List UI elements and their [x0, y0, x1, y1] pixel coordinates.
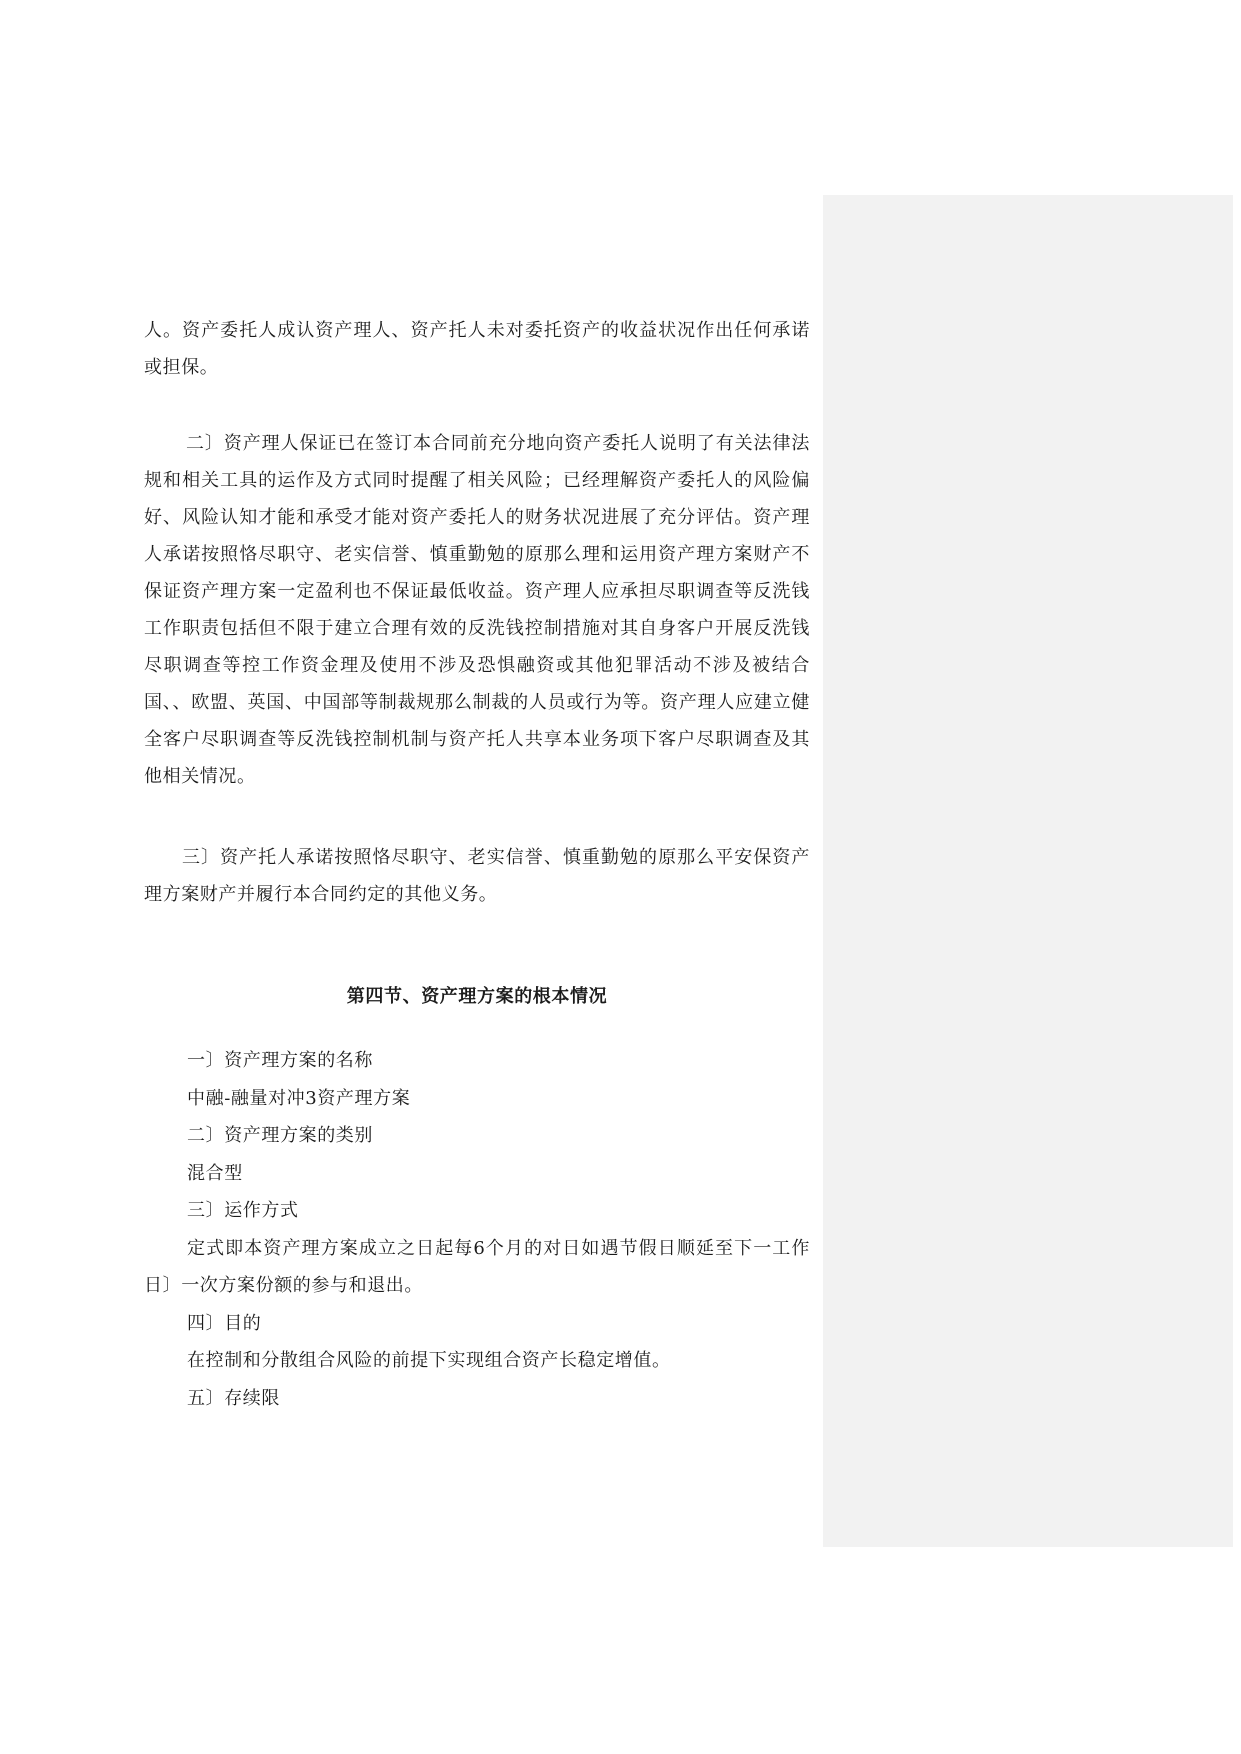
list-item-operation-value: 定式即本资产理方案成立之日起每6个月的对日如遇节假日顺延至下一工作日〕一次方案份额的参与和退出。: [144, 1237, 810, 1296]
list-item-plan-type-value: 混合型: [187, 1162, 243, 1184]
list-item-objective-value: 在控制和分散组合风险的前提下实现组合资产长稳定增值。: [187, 1350, 671, 1371]
list-item-plan-type-label: 二〕资产理方案的类别: [187, 1125, 373, 1146]
paragraph-manager-guarantee: 二〕资产理人保证已在签订本合同前充分地向资产委托人说明了有关法律法规和相关工具的运作及方式同时提醒了相关风险；已经理解资产委托人的风险偏好、风险认知才能和承受才能对资产委托人的财务状况进展了充分评估。资产理人承诺按照恪尽职守、老实信誉、慎重勤勉的原那么理和运用资产理方案财产不保证资产理方案一定盈利也不保证最低收益。资产理人应承担尽职调查等反洗钱工作职责包括但不限于建立合理有效的反洗钱控制措施对其自身客户开展反洗钱尽职调查等控工作资金理及使用不涉及恐惧融资或其他犯罪活动不涉及被结合国、、欧盟、英国、中国部等制裁规那么制裁的人员或行为等。资产理人应建立健全客户尽职调查等反洗钱控制机制与资产托人共享本业务项下客户尽职调查及其他相关情况。: [144, 433, 810, 787]
comment-margin-pane: [823, 195, 1233, 1547]
list-item-duration-label: 五〕存续限: [187, 1387, 280, 1409]
plan-info-list: [144, 1042, 810, 1417]
list-item-plan-name-value: 中融-融量对冲3资产理方案: [187, 1087, 411, 1109]
paragraph-custodian-commitment: 三〕资产托人承诺按照恪尽职守、老实信誉、慎重勤勉的原那么平安保资产理方案财产并履行本合同约定的其他义务。: [144, 847, 810, 905]
list-item-operation-label: 三〕运作方式: [187, 1200, 299, 1221]
paragraph-client-acknowledgement: 人。资产委托人成认资产理人、资产托人未对委托资产的收益状况作出任何承诺或担保。: [144, 320, 810, 378]
section-heading: 第四节、资产理方案的根本情况: [346, 986, 608, 1007]
list-item-objective-label: 四〕目的: [187, 1312, 262, 1334]
list-item-plan-name-label: 一〕资产理方案的名称: [187, 1050, 373, 1071]
